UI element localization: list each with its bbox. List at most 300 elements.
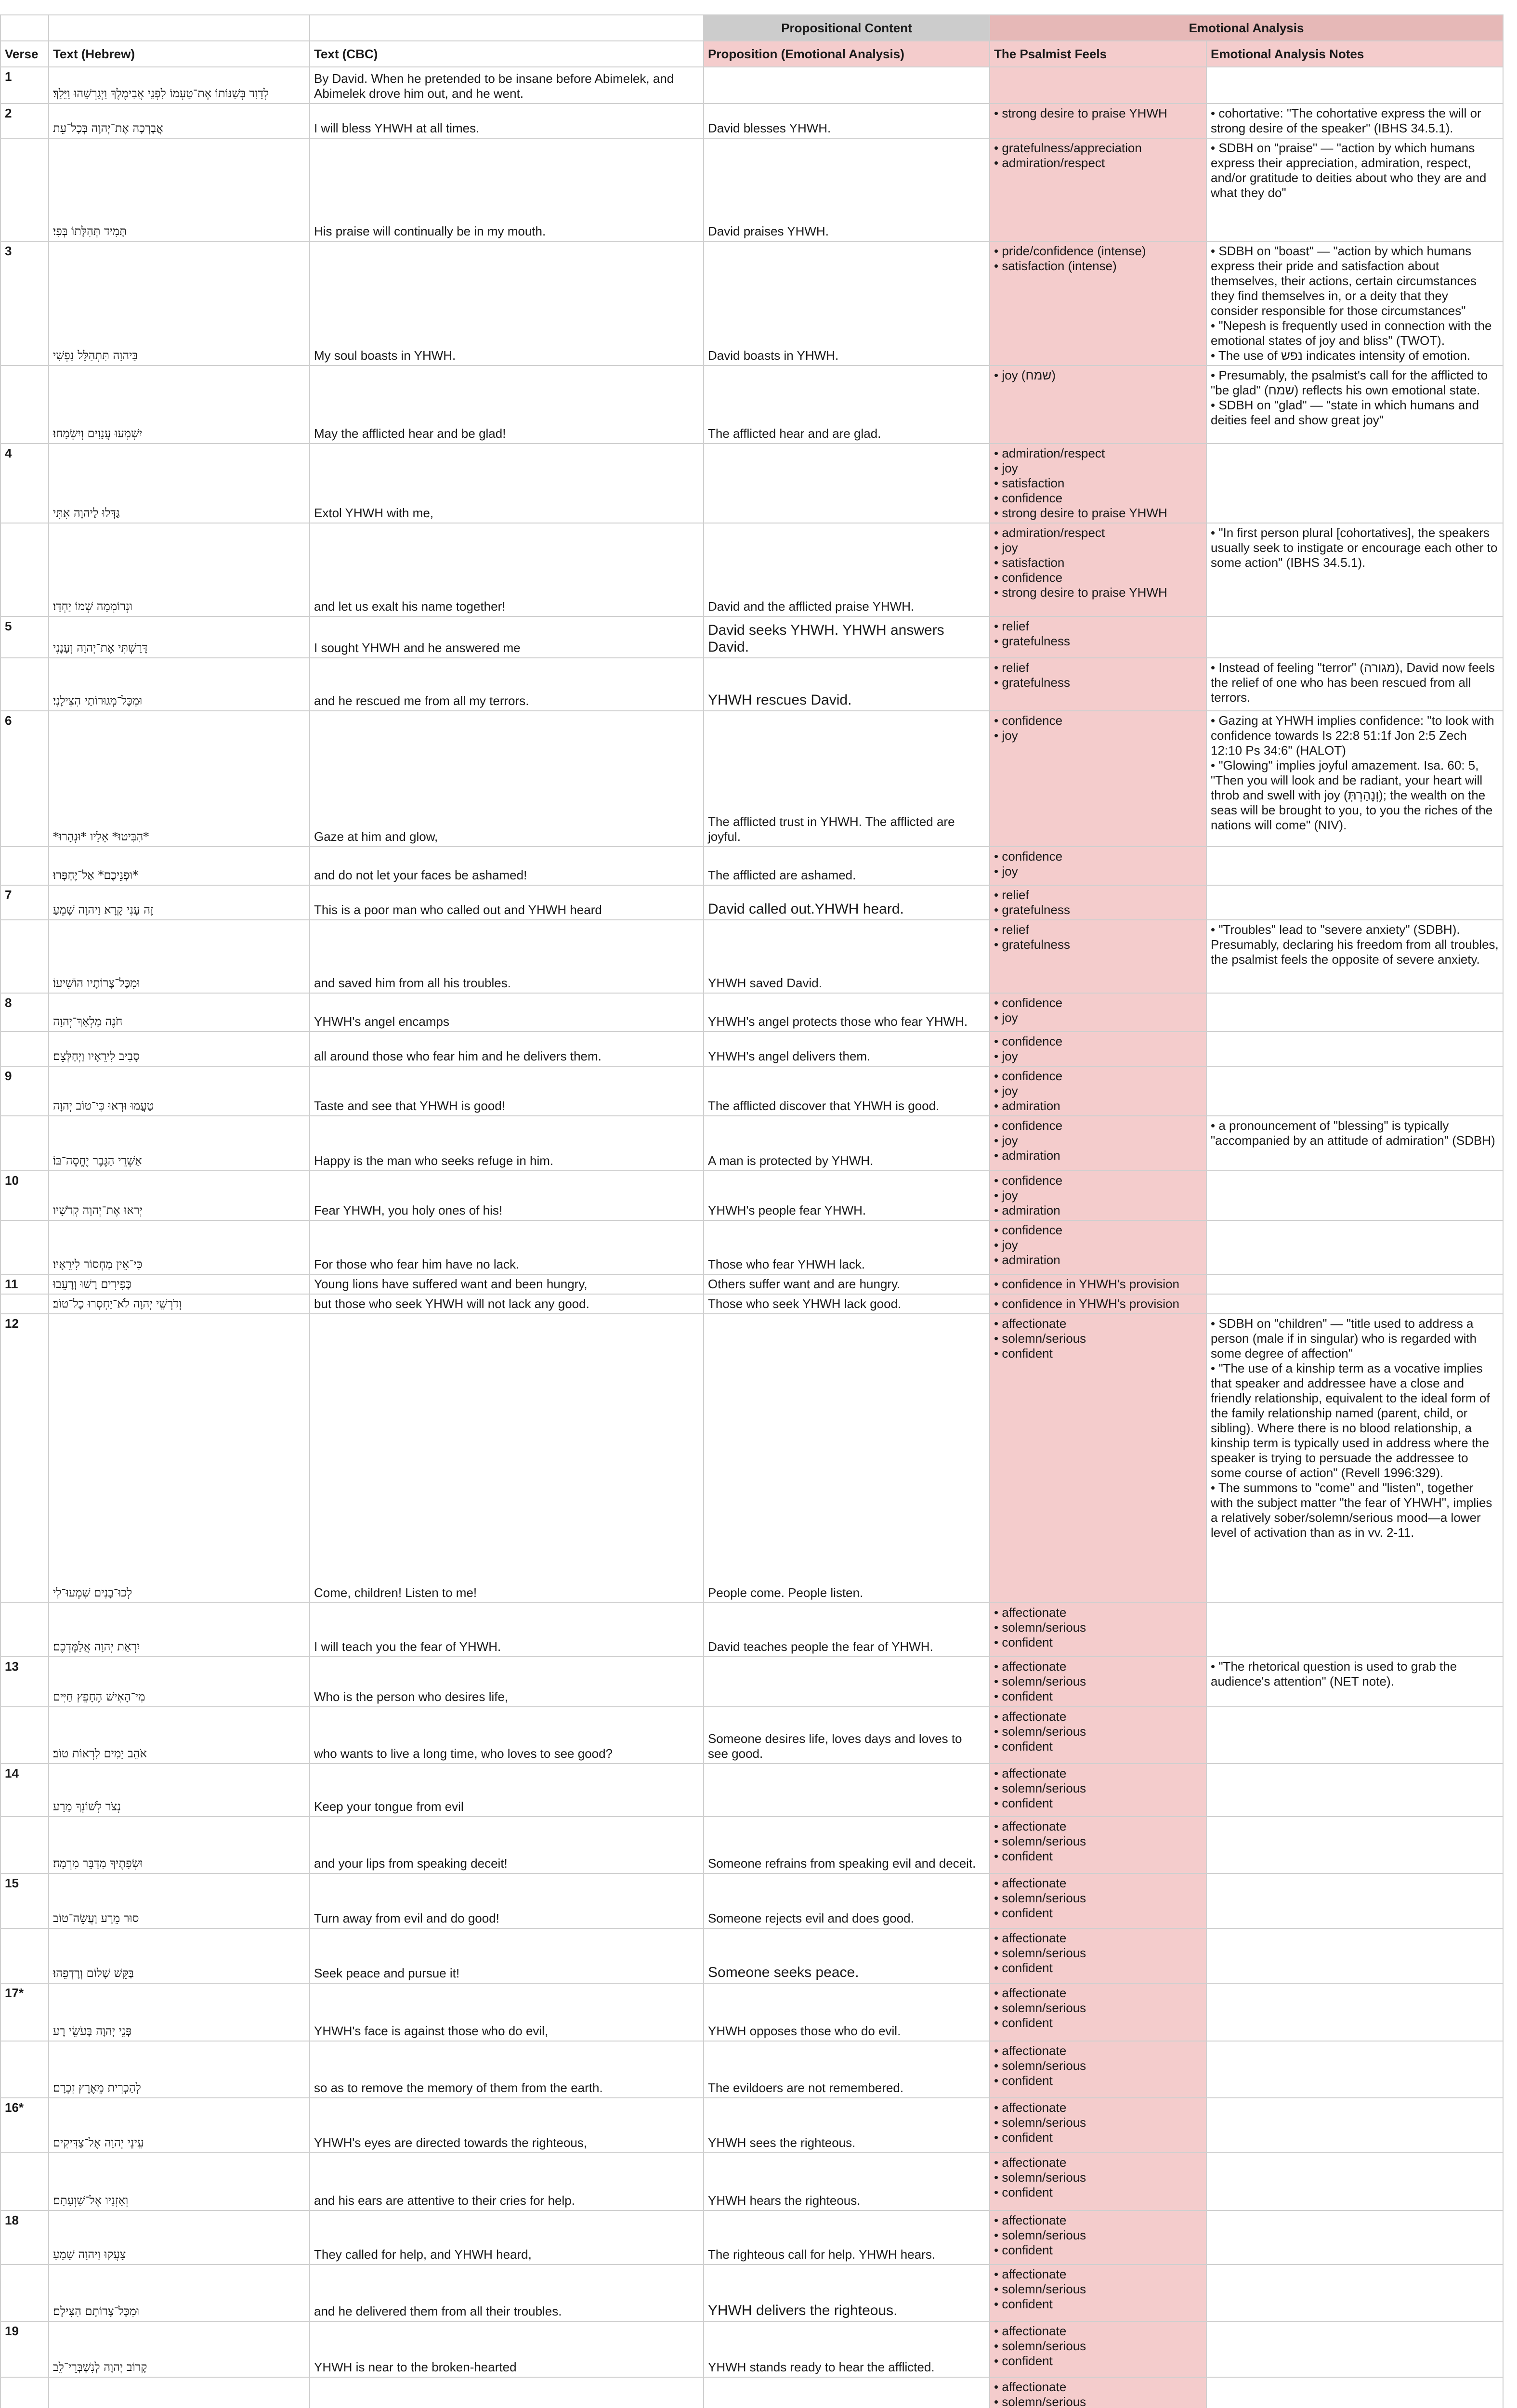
verse-cell[interactable] — [0, 1817, 49, 1873]
cbc-cell[interactable] — [310, 2377, 704, 2408]
table-row — [0, 2321, 1503, 2377]
feels-cell[interactable] — [990, 2041, 1206, 2098]
cbc-cell[interactable]: who wants to live a long time, who loves to see good? — [310, 1707, 704, 1764]
feels-cell[interactable] — [990, 1274, 1206, 1294]
proposition-cell[interactable]: Someone rejects evil and does good. — [704, 1873, 990, 1928]
hebrew-cell[interactable]: בַּיהוָה תִּתְהַלֵּל נַפְשִׁי — [49, 241, 310, 366]
feel-item: • confident — [994, 1796, 1053, 1810]
feels-cell[interactable] — [990, 2153, 1206, 2211]
verse-cell[interactable]: 16* — [0, 2098, 49, 2153]
feels-cell[interactable] — [990, 658, 1206, 711]
notes-cell[interactable] — [1206, 885, 1503, 920]
hebrew-cell[interactable]: וְדֹרְשֵׁי יְהוָה לֹא־יַחְסְרוּ כָל־טוֹב׃ — [49, 1294, 310, 1314]
feel-item: • solemn/serious — [994, 1834, 1086, 1848]
feel-item: • admiration — [994, 1099, 1060, 1113]
proposition-cell[interactable]: The afflicted are ashamed. — [704, 847, 990, 885]
feel-item: • confident — [994, 1849, 1053, 1863]
hebrew-cell[interactable]: גַּדְּלוּ לַיהוָה אִתִּי — [49, 444, 310, 523]
feel-item: • affectionate — [994, 2155, 1067, 2170]
table-row — [0, 1657, 1503, 1707]
cbc-cell[interactable]: Keep your tongue from evil — [310, 1764, 704, 1817]
feel-item: • affectionate — [994, 1659, 1067, 1674]
feels-cell[interactable] — [990, 366, 1206, 444]
cbc-cell[interactable]: YHWH's angel encamps — [310, 993, 704, 1032]
verse-cell[interactable]: 14 — [0, 1764, 49, 1817]
feel-item: • solemn/serious — [994, 1331, 1086, 1346]
notes-cell[interactable] — [1206, 2321, 1503, 2377]
proposition-cell[interactable]: Someone seeks peace. — [704, 1928, 990, 1983]
verse-cell[interactable]: 10 — [0, 1171, 49, 1220]
feel-item: • solemn/serious — [994, 2228, 1086, 2242]
verse-cell[interactable]: 3 — [0, 241, 49, 366]
verse-cell[interactable]: 18 — [0, 2211, 49, 2264]
notes-cell[interactable] — [1206, 67, 1503, 104]
table-row — [0, 1220, 1503, 1274]
hebrew-cell[interactable]: וּמִכָּל־מְגוּרוֹתַי הִצִּילָנִי׃ — [49, 658, 310, 711]
feels-cell[interactable] — [990, 920, 1206, 993]
feel-item: • confidence — [994, 570, 1063, 585]
table-row — [0, 2098, 1503, 2153]
note-item: • The use of נפש indicates intensity of emotion. — [1211, 348, 1471, 363]
hebrew-cell[interactable]: מִי־הָאִישׁ הֶחָפֵץ חַיִּים — [49, 1657, 310, 1707]
notes-cell[interactable] — [1206, 241, 1503, 366]
proposition-cell[interactable]: The afflicted discover that YHWH is good. — [704, 1066, 990, 1116]
table-row — [0, 1066, 1503, 1116]
notes-cell[interactable] — [1206, 444, 1503, 523]
feels-cell[interactable] — [990, 241, 1206, 366]
feel-item: • confident — [994, 2297, 1053, 2311]
cbc-cell[interactable]: His praise will continually be in my mouth. — [310, 138, 704, 241]
cbc-cell[interactable]: Seek peace and pursue it! — [310, 1928, 704, 1983]
notes-cell[interactable] — [1206, 1032, 1503, 1066]
hebrew-cell[interactable]: צָעֲקוּ וַיהוָה שָׁמֵעַ — [49, 2211, 310, 2264]
feels-column-header[interactable]: The Psalmist Feels — [990, 41, 1206, 67]
analysis-table — [0, 14, 1504, 2408]
emotional-group-header[interactable]: Emotional Analysis — [990, 15, 1503, 41]
verse-cell[interactable]: 6 — [0, 711, 49, 847]
notes-cell[interactable] — [1206, 2153, 1503, 2211]
verse-cell[interactable] — [0, 1928, 49, 1983]
feels-cell[interactable] — [990, 711, 1206, 847]
proposition-cell[interactable] — [704, 67, 990, 104]
hebrew-cell[interactable]: סוּר מֵרָע וַעֲשֵׂה־טוֹב — [49, 1873, 310, 1928]
proposition-cell[interactable]: David praises YHWH. — [704, 138, 990, 241]
verse-cell[interactable]: 5 — [0, 616, 49, 658]
cbc-cell[interactable]: so as to remove the memory of them from the earth. — [310, 2041, 704, 2098]
proposition-cell[interactable]: A man is protected by YHWH. — [704, 1116, 990, 1171]
feels-cell[interactable] — [990, 523, 1206, 616]
hebrew-cell[interactable]: קָרוֹב יְהוָה לְנִשְׁבְּרֵי־לֵב — [49, 2321, 310, 2377]
hebrew-cell[interactable]: כְּפִירִים רָשׁוּ וְרָעֵבוּ — [49, 1274, 310, 1294]
notes-cell[interactable] — [1206, 993, 1503, 1032]
table-row — [0, 1983, 1503, 2041]
cbc-cell[interactable]: and your lips from speaking deceit! — [310, 1817, 704, 1873]
proposition-column-header[interactable]: Proposition (Emotional Analysis) — [704, 41, 990, 67]
table-row — [0, 67, 1503, 104]
proposition-cell[interactable]: David and the afflicted praise YHWH. — [704, 523, 990, 616]
feel-item: • confident — [994, 1689, 1053, 1703]
cbc-cell[interactable]: I will teach you the fear of YHWH. — [310, 1603, 704, 1657]
verse-cell[interactable]: 12 — [0, 1314, 49, 1603]
verse-cell[interactable] — [0, 847, 49, 885]
proposition-cell[interactable]: The afflicted hear and are glad. — [704, 366, 990, 444]
feel-item: • relief — [994, 888, 1029, 902]
notes-cell[interactable] — [1206, 1294, 1503, 1314]
verse-cell[interactable] — [0, 523, 49, 616]
table-row — [0, 1274, 1503, 1294]
feels-cell[interactable] — [990, 1983, 1206, 2041]
proposition-cell[interactable]: YHWH's angel protects those who fear YHWH. — [704, 993, 990, 1032]
cbc-cell[interactable]: Taste and see that YHWH is good! — [310, 1066, 704, 1116]
hebrew-cell[interactable]: יְראוּ אֶת־יְהוָה קְדֹשָׁיו — [49, 1171, 310, 1220]
feels-cell[interactable] — [990, 2377, 1206, 2408]
feels-cell[interactable] — [990, 2321, 1206, 2377]
feels-cell[interactable] — [990, 67, 1206, 104]
proposition-cell[interactable]: Others suffer want and are hungry. — [704, 1274, 990, 1294]
cbc-cell[interactable]: YHWH's eyes are directed towards the righteous, — [310, 2098, 704, 2153]
hebrew-cell[interactable]: *וּפְנֵיכֶם* אַל־יֶחְפָּרוּ׃ — [49, 847, 310, 885]
notes-cell[interactable] — [1206, 847, 1503, 885]
notes-cell[interactable] — [1206, 658, 1503, 711]
notes-cell[interactable] — [1206, 2041, 1503, 2098]
verse-cell[interactable] — [0, 1032, 49, 1066]
verse-cell[interactable] — [0, 1116, 49, 1171]
proposition-cell[interactable]: YHWH sees the righteous. — [704, 2098, 990, 2153]
notes-cell[interactable] — [1206, 2377, 1503, 2408]
proposition-cell[interactable]: YHWH delivers the righteous. — [704, 2264, 990, 2321]
hebrew-cell[interactable]: לְכוּ־בָנִים שִׁמְעוּ־לִי — [49, 1314, 310, 1603]
cbc-cell[interactable]: Turn away from evil and do good! — [310, 1873, 704, 1928]
hebrew-cell[interactable]: לְהַכְרִית מֵאֶרֶץ זִכְרָם׃ — [49, 2041, 310, 2098]
proposition-cell[interactable]: The evildoers are not remembered. — [704, 2041, 990, 2098]
feels-cell[interactable] — [990, 1707, 1206, 1764]
proposition-cell[interactable] — [704, 1764, 990, 1817]
feels-cell[interactable] — [990, 616, 1206, 658]
cbc-cell[interactable]: Young lions have suffered want and been hungry, — [310, 1274, 704, 1294]
table-row — [0, 1707, 1503, 1764]
hebrew-cell[interactable]: וּנְרוֹמְמָה שְׁמוֹ יַחְדָּו׃ — [49, 523, 310, 616]
proposition-cell[interactable]: YHWH saved David. — [704, 920, 990, 993]
verse-cell[interactable] — [0, 1707, 49, 1764]
cbc-cell[interactable]: May the afflicted hear and be glad! — [310, 366, 704, 444]
note-item: • SDBH on "glad" — "state in which humans and deities feel and show great joy" — [1211, 398, 1479, 427]
feels-cell[interactable] — [990, 1294, 1206, 1314]
empty-group-cell[interactable] — [49, 15, 310, 41]
verse-cell[interactable]: 17* — [0, 1983, 49, 2041]
cbc-cell[interactable]: For those who fear him have no lack. — [310, 1220, 704, 1274]
hebrew-cell[interactable]: וְאָזְנָיו אֶל־שַׁוְעָתָם׃ — [49, 2153, 310, 2211]
feel-item: • solemn/serious — [994, 1781, 1086, 1795]
feel-item: • affectionate — [994, 2380, 1067, 2394]
notes-cell[interactable] — [1206, 1817, 1503, 1873]
feels-cell[interactable] — [990, 993, 1206, 1032]
proposition-cell[interactable]: David blesses YHWH. — [704, 104, 990, 138]
feel-item: • affectionate — [994, 1709, 1067, 1724]
verse-cell[interactable] — [0, 1603, 49, 1657]
proposition-cell[interactable] — [704, 444, 990, 523]
feel-item: • joy — [994, 1133, 1018, 1148]
hebrew-cell[interactable]: דָּרַשְׁתִּי אֶת־יְהוָה וְעָנָנִי — [49, 616, 310, 658]
empty-group-cell[interactable] — [0, 15, 49, 41]
notes-cell[interactable] — [1206, 1657, 1503, 1707]
hebrew-column-header[interactable]: Text (Hebrew) — [49, 41, 310, 67]
feels-cell[interactable] — [990, 847, 1206, 885]
cbc-cell[interactable]: I will bless YHWH at all times. — [310, 104, 704, 138]
table-row — [0, 1314, 1503, 1603]
feel-item: • gratefulness — [994, 675, 1070, 690]
notes-cell[interactable] — [1206, 1220, 1503, 1274]
hebrew-cell[interactable]: פְּנֵי יְהוָה בְּעֹשֵׂי רָע — [49, 1983, 310, 2041]
notes-cell[interactable] — [1206, 2211, 1503, 2264]
verse-cell[interactable]: 2 — [0, 104, 49, 138]
note-item: • "In first person plural [cohortatives], the speakers usually seek to instigate or encourage each other to some action" (IBHS 34.5.1). — [1211, 525, 1498, 570]
notes-cell[interactable] — [1206, 104, 1503, 138]
feel-item: • joy — [994, 540, 1018, 555]
group-header-row — [0, 15, 1503, 41]
notes-cell[interactable] — [1206, 1116, 1503, 1171]
cbc-cell[interactable]: and he rescued me from all my terrors. — [310, 658, 704, 711]
hebrew-cell[interactable]: תָּמִיד תְּהִלָּתוֹ בְּפִי׃ — [49, 138, 310, 241]
feels-cell[interactable] — [990, 1171, 1206, 1220]
table-row — [0, 2377, 1503, 2408]
hebrew-cell[interactable]: וּשְׂפָתֶיךָ מִדַּבֵּר מִרְמָה׃ — [49, 1817, 310, 1873]
feel-item: • affectionate — [994, 2100, 1067, 2115]
cbc-cell[interactable]: Extol YHWH with me, — [310, 444, 704, 523]
cbc-cell[interactable]: They called for help, and YHWH heard, — [310, 2211, 704, 2264]
feel-item: • pride/confidence (intense) — [994, 244, 1146, 258]
verse-cell[interactable] — [0, 2377, 49, 2408]
proposition-cell[interactable]: Someone refrains from speaking evil and deceit. — [704, 1817, 990, 1873]
verse-cell[interactable] — [0, 366, 49, 444]
verse-cell[interactable] — [0, 138, 49, 241]
feels-cell[interactable] — [990, 1928, 1206, 1983]
notes-cell[interactable] — [1206, 2264, 1503, 2321]
cbc-cell[interactable]: Come, children! Listen to me! — [310, 1314, 704, 1603]
hebrew-cell[interactable]: חֹנֶה מַלְאַךְ־יְהוָה — [49, 993, 310, 1032]
cbc-cell[interactable]: YHWH's face is against those who do evil, — [310, 1983, 704, 2041]
feels-cell[interactable] — [990, 2211, 1206, 2264]
feel-item: • confidence — [994, 1118, 1063, 1133]
feels-cell[interactable] — [990, 1066, 1206, 1116]
cbc-cell[interactable]: and saved him from all his troubles. — [310, 920, 704, 993]
verse-cell[interactable]: 1 — [0, 67, 49, 104]
note-item: • The summons to "come" and "listen", together with the subject matter "the fear of YHWH", implies a relatively sober/solemn/serious mood—a lower level of activation than as in vv. 2-11. — [1211, 1480, 1492, 1540]
verse-cell[interactable]: 4 — [0, 444, 49, 523]
feel-item: • affectionate — [994, 1819, 1067, 1833]
table-row — [0, 241, 1503, 366]
feel-item: • confident — [994, 1635, 1053, 1649]
feel-item: • confidence — [994, 1034, 1063, 1048]
notes-cell[interactable] — [1206, 711, 1503, 847]
feels-cell[interactable] — [990, 1817, 1206, 1873]
notes-cell[interactable] — [1206, 1314, 1503, 1603]
verse-cell[interactable] — [0, 920, 49, 993]
table-row — [0, 1032, 1503, 1066]
feels-cell[interactable] — [990, 1116, 1206, 1171]
feel-item: • confident — [994, 1346, 1053, 1361]
feel-item: • solemn/serious — [994, 2339, 1086, 2353]
hebrew-cell[interactable]: טַעֲמוּ וּרְאוּ כִּי־טוֹב יְהוָה — [49, 1066, 310, 1116]
verse-cell[interactable] — [0, 2264, 49, 2321]
feel-item: • satisfaction — [994, 555, 1065, 570]
proposition-cell[interactable]: YHWH stands ready to hear the afflicted. — [704, 2321, 990, 2377]
cbc-cell[interactable]: Who is the person who desires life, — [310, 1657, 704, 1707]
notes-cell[interactable] — [1206, 1764, 1503, 1817]
note-item: • cohortative: "The cohortative express the will or strong desire of the speaker" (IBHS 34.5.1). — [1211, 106, 1481, 135]
verse-cell[interactable]: 15 — [0, 1873, 49, 1928]
feel-item: • solemn/serious — [994, 1724, 1086, 1739]
proposition-cell[interactable]: The righteous call for help. YHWH hears. — [704, 2211, 990, 2264]
verse-cell[interactable] — [0, 1294, 49, 1314]
feels-cell[interactable] — [990, 2098, 1206, 2153]
hebrew-cell[interactable]: לְדָוִד בְּשַׁנּוֹתוֹ אֶת־טַעְמוֹ לִפְנֵי אֲבִימֶלֶךְ וַיְגָרְשֵׁהוּ וַיֵּלַךְ׃ — [49, 67, 310, 104]
table-row — [0, 2264, 1503, 2321]
proposition-cell[interactable] — [704, 2377, 990, 2408]
hebrew-cell[interactable]: אֹהֵב יָמִים לִרְאוֹת טוֹב׃ — [49, 1707, 310, 1764]
proposition-cell[interactable]: YHWH's angel delivers them. — [704, 1032, 990, 1066]
proposition-cell[interactable]: David teaches people the fear of YHWH. — [704, 1603, 990, 1657]
verse-cell[interactable]: 13 — [0, 1657, 49, 1707]
notes-cell[interactable] — [1206, 1928, 1503, 1983]
table-row — [0, 847, 1503, 885]
hebrew-cell[interactable]: *הִבִּיטוּ* אֵלָיו *וּנְהָרוּ* — [49, 711, 310, 847]
hebrew-cell[interactable]: סָבִיב לִירֵאָיו וַיְחַלְּצֵם׃ — [49, 1032, 310, 1066]
hebrew-cell[interactable]: בַּקֵּשׁ שָׁלוֹם וְרָדְפֵהוּ׃ — [49, 1928, 310, 1983]
proposition-cell[interactable]: YHWH's people fear YHWH. — [704, 1171, 990, 1220]
cbc-cell[interactable]: By David. When he pretended to be insane before Abimelek, and Abimelek drove him out, and he went. — [310, 67, 704, 104]
feel-item: • solemn/serious — [994, 1620, 1086, 1635]
hebrew-cell[interactable]: וּמִכָּל־צָרוֹתָיו הוֹשִׁיעוֹ׃ — [49, 920, 310, 993]
feels-cell[interactable] — [990, 1220, 1206, 1274]
hebrew-cell[interactable]: אַשְׁרֵי הַגֶּבֶר יֶחֱסֶה־בּוֹ׃ — [49, 1116, 310, 1171]
proposition-cell[interactable]: Someone desires life, loves days and loves to see good. — [704, 1707, 990, 1764]
hebrew-cell[interactable]: יִרְאַת יְהוָה אֲלַמֶּדְכֶם׃ — [49, 1603, 310, 1657]
notes-cell[interactable] — [1206, 1274, 1503, 1294]
proposition-cell[interactable]: Those who seek YHWH lack good. — [704, 1294, 990, 1314]
cbc-cell[interactable]: My soul boasts in YHWH. — [310, 241, 704, 366]
notes-cell[interactable] — [1206, 366, 1503, 444]
cbc-cell[interactable]: Fear YHWH, you holy ones of his! — [310, 1171, 704, 1220]
notes-cell[interactable] — [1206, 920, 1503, 993]
feel-item: • solemn/serious — [994, 1891, 1086, 1905]
notes-cell[interactable] — [1206, 523, 1503, 616]
feel-item: • confidence — [994, 713, 1063, 728]
hebrew-cell[interactable] — [49, 2377, 310, 2408]
note-item: • "The use of a kinship term as a vocative implies that speaker and addressee have a close and friendly relationship, equivalent to the ideal form of the family relationship named (parent, child, or sibling). Where there is no blood relationship, a kinship term is typically used in address where the speaker is trying to persuade the addressee to some course of action" (Revell 1996:329). — [1211, 1361, 1490, 1480]
feel-item: • gratefulness — [994, 634, 1070, 648]
proposition-cell[interactable]: David boasts in YHWH. — [704, 241, 990, 366]
feels-cell[interactable] — [990, 104, 1206, 138]
verse-cell[interactable]: 9 — [0, 1066, 49, 1116]
feels-cell[interactable] — [990, 1873, 1206, 1928]
cbc-cell[interactable]: but those who seek YHWH will not lack any good. — [310, 1294, 704, 1314]
verse-cell[interactable] — [0, 658, 49, 711]
empty-group-cell[interactable] — [310, 15, 704, 41]
notes-cell[interactable] — [1206, 1171, 1503, 1220]
notes-cell[interactable] — [1206, 1603, 1503, 1657]
cbc-cell[interactable]: and he delivered them from all their troubles. — [310, 2264, 704, 2321]
cbc-cell[interactable]: Gaze at him and glow, — [310, 711, 704, 847]
notes-cell[interactable] — [1206, 1873, 1503, 1928]
hebrew-cell[interactable]: וּמִכָּל־צָרוֹתָם הִצִּילָם׃ — [49, 2264, 310, 2321]
proposition-cell[interactable]: YHWH rescues David. — [704, 658, 990, 711]
note-item: • "Troubles" lead to "severe anxiety" (SDBH). Presumably, declaring his freedom from all troubles, the psalmist feels the opposite of severe anxiety. — [1211, 922, 1499, 967]
feel-item: • joy — [994, 864, 1018, 878]
proposition-cell[interactable]: YHWH hears the righteous. — [704, 2153, 990, 2211]
feel-item: • confidence in YHWH's provision — [994, 1277, 1179, 1291]
verse-cell[interactable] — [0, 2041, 49, 2098]
proposition-cell[interactable] — [704, 1657, 990, 1707]
feel-item: • confidence — [994, 1173, 1063, 1188]
verse-cell[interactable]: 19 — [0, 2321, 49, 2377]
feels-cell[interactable] — [990, 1032, 1206, 1066]
cbc-cell[interactable]: and his ears are attentive to their cries for help. — [310, 2153, 704, 2211]
hebrew-cell[interactable]: יִשְׁמְעוּ עֲנָוִים וְיִשְׂמָחוּ׃ — [49, 366, 310, 444]
verse-cell[interactable] — [0, 1220, 49, 1274]
feel-item: • confident — [994, 2243, 1053, 2257]
proposition-cell[interactable]: YHWH opposes those who do evil. — [704, 1983, 990, 2041]
proposition-cell[interactable]: People come. People listen. — [704, 1314, 990, 1603]
notes-cell[interactable] — [1206, 1707, 1503, 1764]
table-row — [0, 658, 1503, 711]
verse-cell[interactable]: 7 — [0, 885, 49, 920]
hebrew-cell[interactable]: כִּי־אֵין מַחְסוֹר לִירֵאָיו׃ — [49, 1220, 310, 1274]
hebrew-cell[interactable]: עֵינֵי יְהוָה אֶל־צַדִּיקִים — [49, 2098, 310, 2153]
notes-cell[interactable] — [1206, 138, 1503, 241]
cbc-cell[interactable]: Happy is the man who seeks refuge in him. — [310, 1116, 704, 1171]
verse-cell[interactable]: 11 — [0, 1274, 49, 1294]
note-item: • "Nepesh is frequently used in connection with the emotional states of joy and bliss" (TWOT). — [1211, 318, 1492, 348]
notes-cell[interactable] — [1206, 2098, 1503, 2153]
notes-cell[interactable] — [1206, 1066, 1503, 1116]
feels-cell[interactable] — [990, 885, 1206, 920]
note-item: • Presumably, the psalmist's call for the afflicted to "be glad" (שמח) reflects his own emotional state. — [1211, 368, 1488, 397]
verse-column-header[interactable]: Verse — [0, 41, 49, 67]
cbc-column-header[interactable]: Text (CBC) — [310, 41, 704, 67]
table-row — [0, 1817, 1503, 1873]
notes-cell[interactable] — [1206, 616, 1503, 658]
proposition-cell[interactable]: Those who fear YHWH lack. — [704, 1220, 990, 1274]
feels-cell[interactable] — [990, 138, 1206, 241]
cbc-cell[interactable]: This is a poor man who called out and YHWH heard — [310, 885, 704, 920]
cbc-cell[interactable]: I sought YHWH and he answered me — [310, 616, 704, 658]
propositional-group-header[interactable]: Propositional Content — [704, 15, 990, 41]
proposition-cell[interactable]: David seeks YHWH. YHWH answers David. — [704, 616, 990, 658]
hebrew-cell[interactable]: אֲבָרְכָה אֶת־יְהוָה בְּכָל־עֵת — [49, 104, 310, 138]
notes-cell[interactable] — [1206, 1983, 1503, 2041]
hebrew-cell[interactable]: זֶה עָנִי קָרָא וַיהוָה שָׁמֵעַ — [49, 885, 310, 920]
cbc-cell[interactable]: and let us exalt his name together! — [310, 523, 704, 616]
notes-column-header[interactable]: Emotional Analysis Notes — [1206, 41, 1503, 67]
feels-cell[interactable] — [990, 1603, 1206, 1657]
feel-item: • affectionate — [994, 2043, 1067, 2058]
feels-cell[interactable] — [990, 444, 1206, 523]
feels-cell[interactable] — [990, 2264, 1206, 2321]
verse-cell[interactable]: 8 — [0, 993, 49, 1032]
feels-cell[interactable] — [990, 1314, 1206, 1603]
proposition-cell[interactable]: The afflicted trust in YHWH. The afflicted are joyful. — [704, 711, 990, 847]
feels-cell[interactable] — [990, 1764, 1206, 1817]
cbc-cell[interactable]: all around those who fear him and he delivers them. — [310, 1032, 704, 1066]
feel-item: • confident — [994, 2354, 1053, 2368]
proposition-cell[interactable]: David called out.YHWH heard. — [704, 885, 990, 920]
cbc-cell[interactable]: YHWH is near to the broken-hearted — [310, 2321, 704, 2377]
verse-cell[interactable] — [0, 2153, 49, 2211]
feels-cell[interactable] — [990, 1657, 1206, 1707]
hebrew-cell[interactable]: נְצֹר לְשׁוֹנְךָ מֵרָע — [49, 1764, 310, 1817]
feel-item: • confident — [994, 2130, 1053, 2145]
cbc-cell[interactable]: and do not let your faces be ashamed! — [310, 847, 704, 885]
